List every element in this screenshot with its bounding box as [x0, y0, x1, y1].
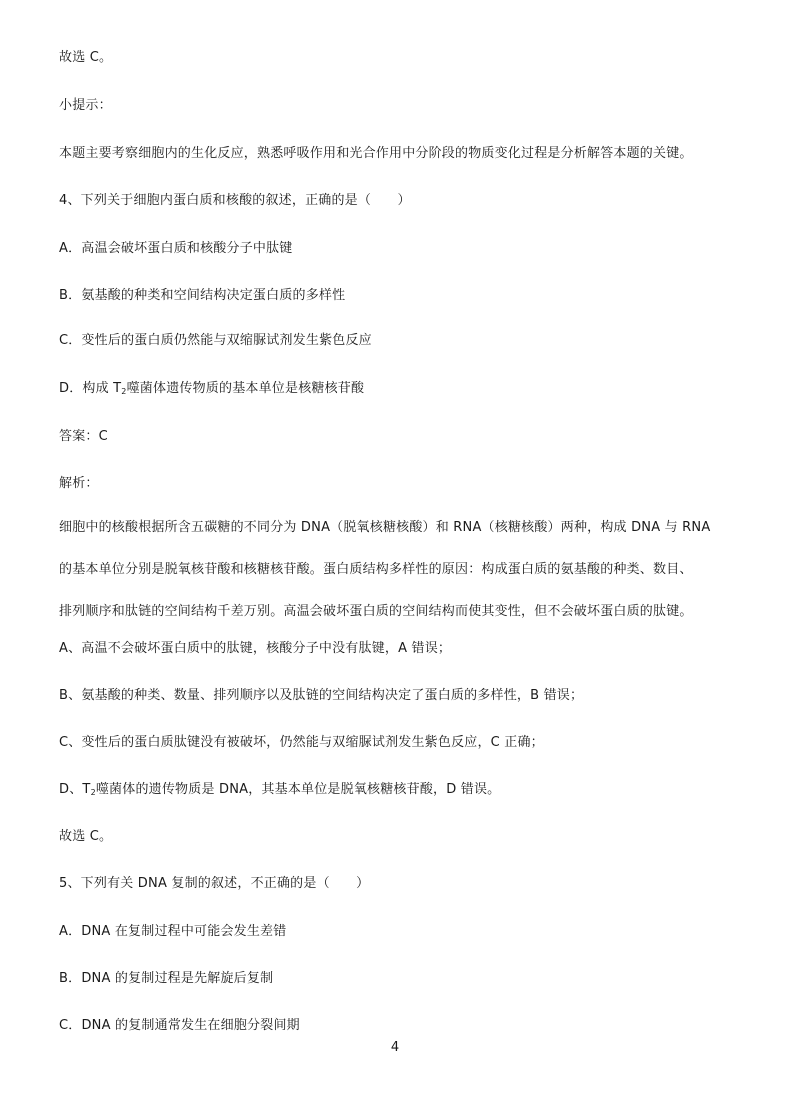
analysis-line-3: 排列顺序和肽链的空间结构千差万别。高温会破坏蛋白质的空间结构而使其变性，但不会破坏蛋白质的肽键。	[59, 604, 693, 619]
answer-line: 答案：C	[59, 429, 108, 444]
question-5: 5、下列有关 DNA 复制的叙述，不正确的是（ ）	[59, 876, 370, 891]
q5-option-b: B．DNA 的复制过程是先解旋后复制	[59, 971, 274, 986]
q4-option-a: A．高温会破坏蛋白质和核酸分子中肽键	[59, 241, 293, 256]
conclusion-line: 故选 C。	[59, 50, 113, 65]
q4-option-c: C．变性后的蛋白质仍然能与双缩脲试剂发生紫色反应	[59, 333, 372, 348]
q5-option-a: A．DNA 在复制过程中可能会发生差错	[59, 924, 287, 939]
explain-c: C、变性后的蛋白质肽键没有被破坏，仍然能与双缩脲试剂发生紫色反应，C 正确；	[59, 735, 544, 750]
explain-a: A、高温不会破坏蛋白质中的肽键，核酸分子中没有肽键，A 错误；	[59, 641, 452, 656]
explain-d: D、$T_2$噬菌体的遗传物质是 DNA，其基本单位是脱氧核糖核苷酸，D 错误。	[59, 782, 501, 797]
q4-option-d: D．构成 $T_2$噬菌体遗传物质的基本单位是核糖核苷酸	[59, 381, 365, 396]
question-4: 4、下列关于细胞内蛋白质和核酸的叙述，正确的是（ ）	[59, 193, 411, 208]
analysis-line-2: 的基本单位分别是脱氧核苷酸和核糖核苷酸。蛋白质结构多样性的原因：构成蛋白质的氨基酸的种类、数目、	[59, 562, 693, 577]
conclusion-line-2: 故选 C。	[59, 829, 113, 844]
analysis-heading: 解析：	[59, 476, 99, 491]
tip-heading: 小提示：	[59, 98, 112, 113]
tip-text: 本题主要考察细胞内的生化反应，熟悉呼吸作用和光合作用中分阶段的物质变化过程是分析解答本题的关键。	[59, 146, 693, 161]
q5-option-c: C．DNA 的复制通常发生在细胞分裂间期	[59, 1018, 300, 1033]
analysis-paragraph	[59, 520, 731, 620]
analysis-line-1: 细胞中的核酸根据所含五碳糖的不同分为 DNA（脱氧核糖核酸）和 RNA（核糖核酸）两种，构成 DNA 与 RNA	[59, 520, 711, 535]
page-number: 4	[390, 1040, 400, 1055]
explain-b: B、氨基酸的种类、数量、排列顺序以及肽链的空间结构决定了蛋白质的多样性，B 错误；	[59, 688, 584, 703]
q4-option-b: B．氨基酸的种类和空间结构决定蛋白质的多样性	[59, 288, 346, 303]
